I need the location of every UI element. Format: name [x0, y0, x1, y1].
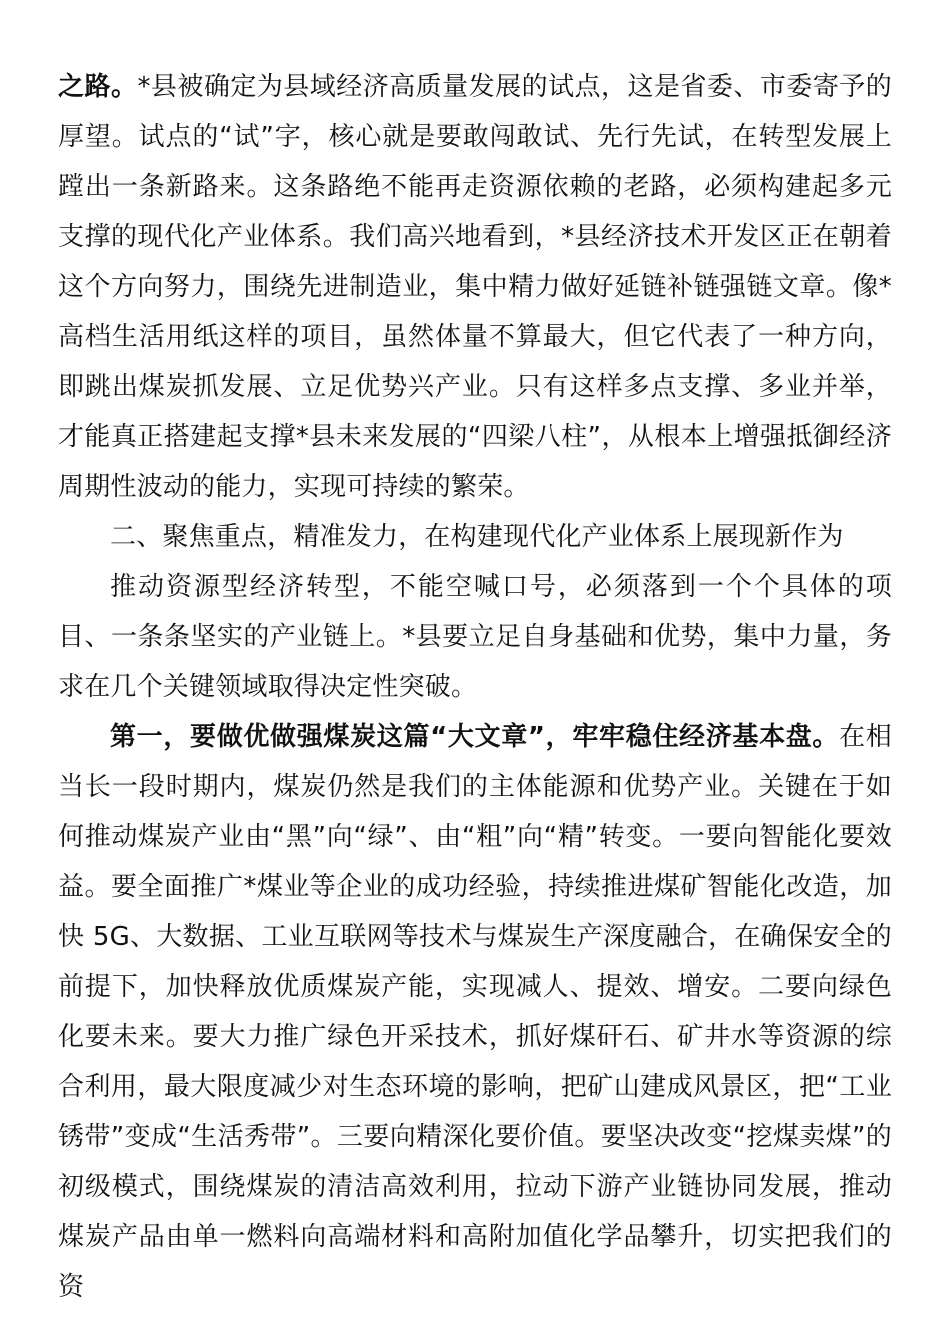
section-heading-2: 二、聚焦重点，精准发力，在构建现代化产业体系上展现新作为	[110, 522, 844, 552]
paragraph-2: 推动资源型经济转型，不能空喊口号，必须落到一个个具体的项目、一条条坚实的产业链上。*县要立足自身基础和优势，集中力量，务求在几个关键领域取得决定性突破。	[58, 572, 892, 702]
paragraph-3-lead: 第一，要做优做强煤炭这篇“大文章”，牢牢稳住经济基本盘。	[110, 722, 840, 752]
paragraph-1-body: *县被确定为县域经济高质量发展的试点，这是省委、市委寄予的厚望。试点的“试”字，核心就是要敢闯敢试、先行先试，在转型发展上蹚出一条新路来。这条路绝不能再走资源依赖的老路，必须构建起多元支撑的现代化产业体系。我们高兴地看到，*县经济技术开发区正在朝着这个方向努力，围绕先进制造业，集中精力做好延链补链强链文章。像*高档生活用纸这样的项目，虽然体量不算最大，但它代表了一种方向，即跳出煤炭抓发展、立足优势兴产业。只有这样多点支撑、多业并举，才能真正搭建起支撑*县未来发展的“四梁八柱”，从根本上增强抵御经济周期性波动的能力，实现可持续的繁荣。	[58, 72, 892, 502]
paragraph-1-lead: 之路。	[58, 72, 138, 102]
paragraph-1	[58, 62, 892, 512]
paragraph-3-body: 在相当长一段时期内，煤炭仍然是我们的主体能源和优势产业。关键在于如何推动煤炭产业由“黑”向“绿”、由“粗”向“精”转变。一要向智能化要效益。要全面推广*煤业等企业的成功经验，持续推进煤矿智能化改造，加快 5G、大数据、工业互联网等技术与煤炭生产深度融合，在确保安全的前提下，加快释放优质煤炭产能，实现减人、提效、增安。二要向绿色化要未来。要大力推广绿色开采技术，抓好煤矸石、矿井水等资源的综合利用，最大限度减少对生态环境的影响，把矿山建成风景区，把“工业锈带”变成“生活秀带”。三要向精深化要价值。要坚决改变“挖煤卖煤”的初级模式，围绕煤炭的清洁高效利用，拉动下游产业链协同发展，推动煤炭产品由单一燃料向高端材料和高附加值化学品攀升，切实把我们的资	[58, 722, 893, 1302]
document-page	[58, 62, 892, 1312]
paragraph-3	[58, 712, 892, 1312]
